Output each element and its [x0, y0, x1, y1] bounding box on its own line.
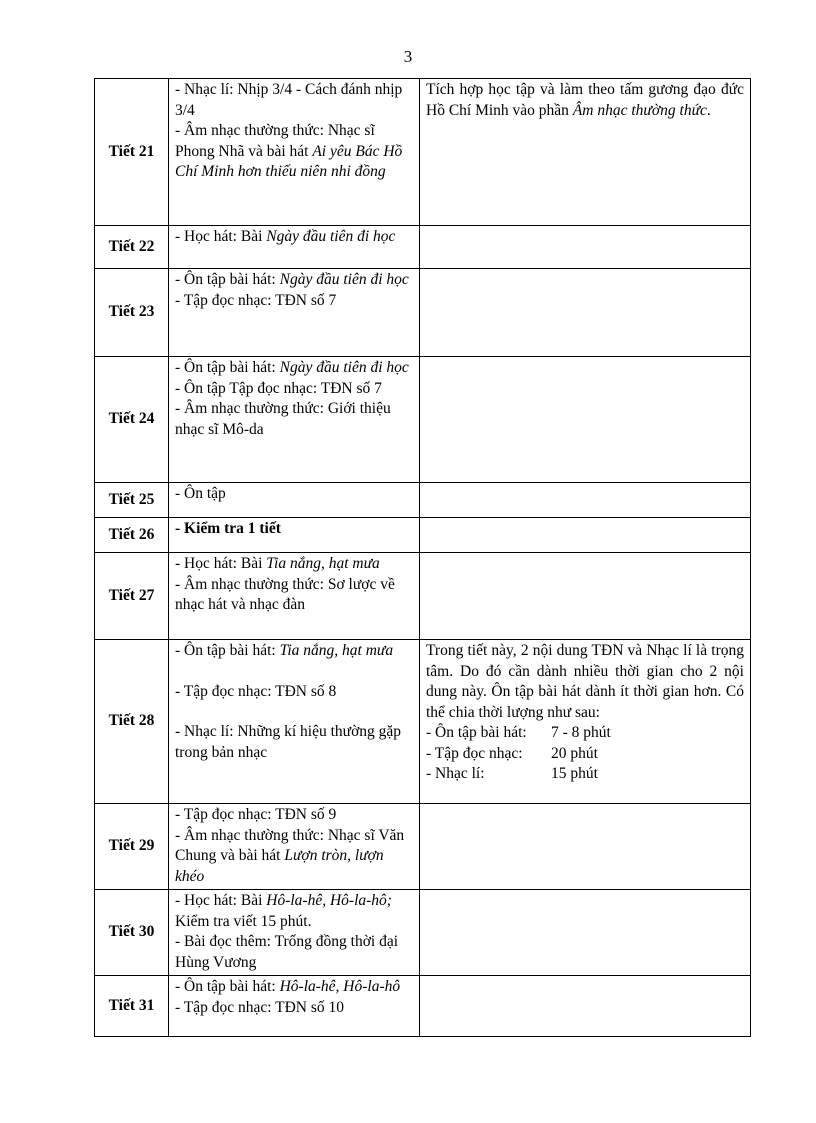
content-line	[175, 826, 413, 888]
content-line	[175, 484, 413, 505]
page-number: 3	[403, 47, 413, 66]
note-cell	[420, 640, 751, 804]
content-cell	[169, 890, 420, 976]
note-cell	[420, 976, 751, 1037]
lesson-cell: Tiết 23	[95, 269, 169, 357]
content-line	[175, 891, 413, 932]
content-cell	[169, 79, 420, 226]
content-line	[175, 519, 413, 540]
content-cell	[169, 226, 420, 269]
time-allocation-row	[426, 723, 744, 744]
content-cell	[169, 976, 420, 1037]
lesson-cell: Tiết 29	[95, 804, 169, 890]
content-cell	[169, 553, 420, 640]
lesson-cell: Tiết 26	[95, 518, 169, 553]
content-line	[175, 399, 413, 440]
content-text: - Âm nhạc thường thức: Giới thiệu nhạc sĩ Mô-da	[175, 400, 391, 438]
table-row	[95, 79, 751, 226]
content-line	[175, 998, 413, 1019]
content-text: - Học hát: Bài	[175, 892, 267, 909]
content-text: - Âm nhạc thường thức: Nhạc sĩ Văn Chung và bài hát	[175, 826, 405, 864]
table-row	[95, 226, 751, 269]
content-cell	[169, 518, 420, 553]
table-row	[95, 269, 751, 357]
time-allocation-label: - Ôn tập bài hát:	[426, 724, 527, 741]
content-line	[175, 641, 413, 662]
content-line	[175, 932, 413, 973]
spacer	[175, 702, 413, 722]
lesson-plan-table	[94, 78, 751, 1037]
time-allocation-value: 20 phút	[551, 744, 598, 762]
lesson-cell: Tiết 22	[95, 226, 169, 269]
content-cell	[169, 640, 420, 804]
content-line	[175, 358, 413, 379]
spacer	[175, 662, 413, 682]
lesson-cell: Tiết 21	[95, 79, 169, 226]
note-text	[426, 80, 744, 121]
table-row	[95, 357, 751, 483]
content-line	[175, 682, 413, 703]
time-allocation-label: - Nhạc lí:	[426, 765, 485, 782]
time-allocation-label: - Tập đọc nhạc:	[426, 744, 523, 762]
note-cell	[420, 226, 751, 269]
content-line	[175, 379, 413, 400]
content-title: Ngày đầu tiên đi học	[279, 271, 409, 288]
content-text: - Ôn tập bài hát:	[175, 978, 280, 995]
content-line	[175, 291, 413, 312]
content-text: - Ôn tập	[175, 485, 226, 502]
content-line	[175, 805, 413, 826]
note-cell	[420, 357, 751, 483]
content-text: - Ôn tập bài hát:	[175, 642, 280, 659]
note-text	[426, 641, 744, 723]
content-line	[175, 270, 413, 291]
content-tail: Kiểm tra viết 15 phút.	[175, 912, 312, 930]
content-line	[175, 575, 413, 616]
note-body: Trong tiết này, 2 nội dung TĐN và Nhạc lí là trọng tâm. Do đó cần dành nhiều thời gian cho 2 nội dung này. Ôn tập bài hát dành ít thời gian hơn. Có thể chia thời lượng như sau:	[426, 642, 744, 721]
content-text: - Âm nhạc thường thức: Nhạc sĩ Phong Nhã và bài hát	[175, 122, 375, 160]
lesson-cell: Tiết 31	[95, 976, 169, 1037]
content-text: - Bài đọc thêm: Trống đồng thời đại Hùng Vương	[175, 933, 399, 971]
content-text: - Tập đọc nhạc: TĐN số 9	[175, 806, 337, 823]
lesson-cell: Tiết 30	[95, 890, 169, 976]
content-cell	[169, 483, 420, 518]
content-cell	[169, 357, 420, 483]
table-row	[95, 483, 751, 518]
content-title: Ai yêu Bác Hồ Chí Minh hơn thiếu niên nhi đồng	[175, 142, 403, 180]
note-cell	[420, 483, 751, 518]
content-title: Ngày đầu tiên đi học	[266, 228, 396, 245]
lesson-cell: Tiết 27	[95, 553, 169, 640]
content-line	[175, 977, 413, 998]
content-text: - Học hát: Bài	[175, 228, 267, 245]
note-cell	[420, 804, 751, 890]
note-cell	[420, 890, 751, 976]
time-allocation-row	[426, 764, 744, 785]
content-title: Hô-la-hê, Hô-la-hô	[279, 978, 401, 995]
note-cell	[420, 553, 751, 640]
note-body: Tích hợp học tập và làm theo tấm gương đạo đức Hồ Chí Minh vào phần	[426, 81, 744, 119]
content-title: Hô-la-hê, Hô-la-hô;	[266, 892, 392, 909]
content-text: - Nhạc lí: Những kí hiệu thường gặp trong bản nhạc	[175, 723, 402, 761]
content-text: - Tập đọc nhạc: TĐN số 7	[175, 291, 337, 309]
note-cell	[420, 79, 751, 226]
lesson-cell: Tiết 28	[95, 640, 169, 804]
content-text: - Ôn tập Tập đọc nhạc: TĐN số 7	[175, 379, 382, 397]
content-text: - Âm nhạc thường thức: Sơ lược về nhạc hát và nhạc đàn	[175, 575, 395, 613]
content-line	[175, 722, 413, 763]
table-row	[95, 976, 751, 1037]
content-title: Lượn tròn, lượn khéo	[175, 847, 384, 885]
content-cell	[169, 804, 420, 890]
note-cell	[420, 269, 751, 357]
content-line	[175, 554, 413, 575]
lesson-cell: Tiết 25	[95, 483, 169, 518]
content-line	[175, 80, 413, 121]
content-text: - Học hát: Bài	[175, 555, 267, 572]
content-cell	[169, 269, 420, 357]
note-emphasis: Âm nhạc thường thức	[572, 101, 707, 119]
content-text: - Nhạc lí: Nhịp 3/4 - Cách đánh nhịp 3/4	[175, 81, 403, 119]
time-allocation-value: 7 - 8 phút	[551, 724, 611, 741]
note-tail: .	[706, 101, 711, 119]
note-cell	[420, 518, 751, 553]
content-title: Tia nắng, hạt mưa	[279, 642, 394, 659]
table-row	[95, 640, 751, 804]
lesson-cell: Tiết 24	[95, 357, 169, 483]
content-text: - Tập đọc nhạc: TĐN số 8	[175, 682, 337, 700]
table-row	[95, 804, 751, 890]
content-title: Ngày đầu tiên đi học	[279, 359, 409, 376]
table-row	[95, 553, 751, 640]
content-title: Tia nắng, hạt mưa	[266, 555, 380, 572]
time-allocation-row	[426, 744, 744, 765]
content-text: - Ôn tập bài hát:	[175, 271, 280, 288]
content-text: - Kiểm tra 1 tiết	[175, 520, 281, 537]
content-line	[175, 121, 413, 183]
content-line	[175, 227, 413, 248]
content-text: - Ôn tập bài hát:	[175, 359, 280, 376]
table-row	[95, 890, 751, 976]
content-text: - Tập đọc nhạc: TĐN số 10	[175, 998, 345, 1016]
time-allocation-value: 15 phút	[551, 765, 598, 782]
table-row	[95, 518, 751, 553]
